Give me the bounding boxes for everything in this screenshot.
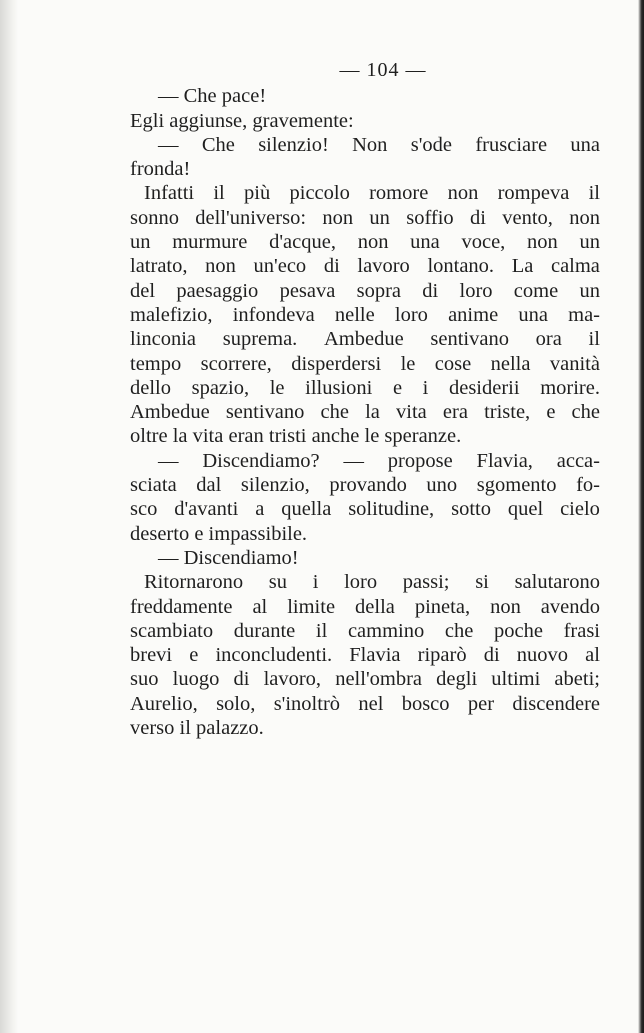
text-line: dello spazio, le illusioni e i desiderii morire. bbox=[130, 376, 600, 399]
text-line: Egli aggiunse, gravemente: bbox=[130, 109, 354, 132]
text-line: latrato, non un'eco di lavoro lontano. La calma bbox=[130, 255, 600, 278]
page-text-block bbox=[130, 58, 600, 740]
text-line: un murmure d'acque, non una voce, non un bbox=[130, 231, 600, 254]
text-line: tempo scorrere, disperdersi le cose nella vanità bbox=[130, 352, 600, 375]
text-line: — Che pace! bbox=[158, 85, 267, 108]
text-line: freddamente al limite della pineta, non avendo bbox=[130, 595, 600, 618]
text-line: sonno dell'universo: non un soffio di vento, non bbox=[130, 206, 600, 229]
text-line: oltre la vita eran tristi anche le speranze. bbox=[130, 425, 462, 448]
text-line: — Che silenzio! Non s'ode frusciare una bbox=[158, 133, 600, 156]
text-line: del paesaggio pesava sopra di loro come un bbox=[130, 279, 600, 302]
text-line: sciata dal silenzio, provando uno sgomento fo- bbox=[130, 474, 600, 497]
text-line: fronda! bbox=[130, 158, 191, 181]
page-number: — 104 — bbox=[339, 59, 427, 81]
text-line: Ritornarono su i loro passi; si salutarono bbox=[144, 571, 600, 594]
text-line: scambiato durante il cammino che poche frasi bbox=[130, 619, 600, 642]
text-line: suo luogo di lavoro, nell'ombra degli ultimi abeti; bbox=[130, 668, 600, 691]
text-line: — Discendiamo? — propose Flavia, acca- bbox=[158, 449, 600, 472]
text-line: deserto e impassibile. bbox=[130, 522, 308, 545]
text-line: malefizio, infondeva nelle loro anime una ma- bbox=[130, 303, 600, 326]
text-line: Ambedue sentivano che la vita era triste, e che bbox=[130, 401, 600, 424]
page-gutter-shadow bbox=[0, 0, 18, 1033]
page-right-edge bbox=[638, 0, 644, 1033]
paragraph-lines bbox=[130, 84, 600, 740]
text-line: verso il palazzo. bbox=[130, 717, 264, 740]
text-line: brevi e inconcludenti. Flavia riparò di nuovo al bbox=[130, 644, 600, 667]
text-line: — Discendiamo! bbox=[158, 546, 299, 569]
text-line: Aurelio, solo, s'inoltrò nel bosco per discendere bbox=[130, 692, 600, 715]
text-line: sco d'avanti a quella solitudine, sotto quel cielo bbox=[130, 498, 600, 521]
text-line: linconia suprema. Ambedue sentivano ora il bbox=[130, 328, 600, 351]
text-line: Infatti il più piccolo romore non rompeva il bbox=[144, 182, 600, 205]
